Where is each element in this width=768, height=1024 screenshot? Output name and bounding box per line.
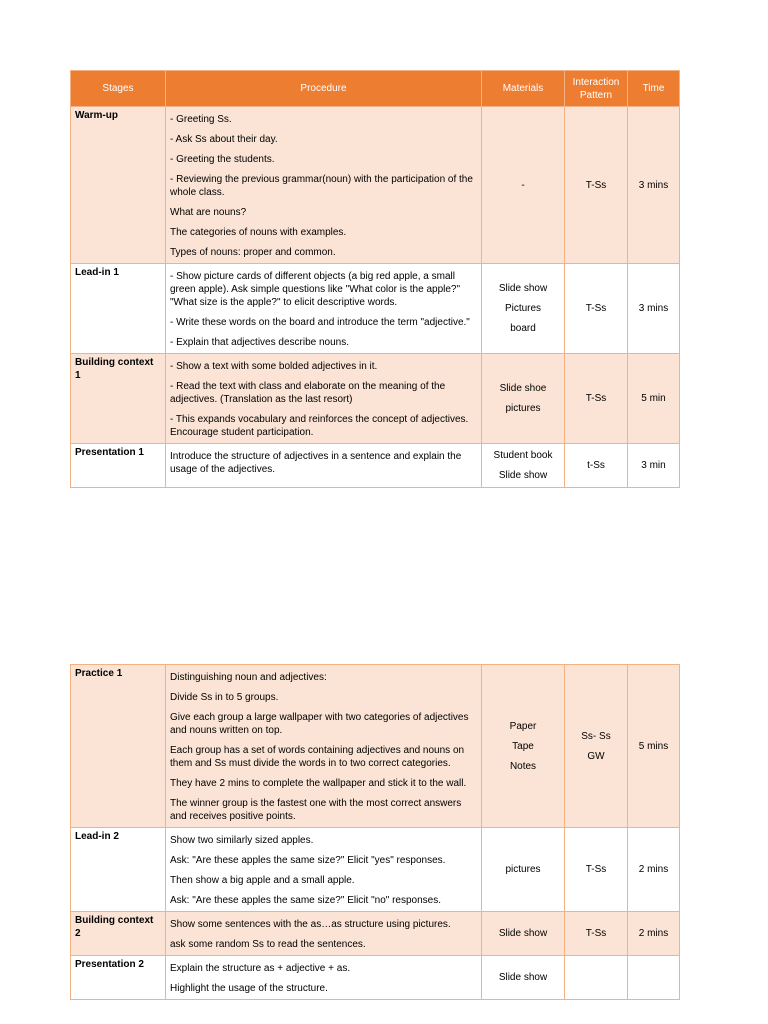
interaction-item: T-Ss <box>585 864 607 875</box>
procedure-line: Show two similarly sized apples. <box>170 835 314 846</box>
materials-cell <box>482 444 565 488</box>
procedure-line: - Write these words on the board and introduce the term "adjective." <box>170 317 470 328</box>
interaction-item: T-Ss <box>585 393 607 404</box>
materials-cell <box>482 828 565 912</box>
materials-item: Paper <box>509 720 537 732</box>
row-lead-in-1 <box>71 264 680 354</box>
stage-cell: Lead-in 2 <box>71 828 166 912</box>
stage-cell: Building context 2 <box>71 912 166 956</box>
procedure-line: - This expands vocabulary and reinforces the concept of adjectives. Encourage student participation. <box>170 414 469 438</box>
procedure-line: The winner group is the fastest one with the most correct answers and receives positive points. <box>170 798 462 822</box>
procedure-line: They have 2 mins to complete the wallpaper and stick it to the wall. <box>170 778 467 789</box>
procedure-line: ask some random Ss to read the sentences. <box>170 939 366 950</box>
interaction-cell <box>565 264 628 354</box>
procedure-line: Highlight the usage of the structure. <box>170 983 328 994</box>
materials-cell <box>482 264 565 354</box>
procedure-line: What are nouns? <box>170 207 247 218</box>
lesson-plan-table-2 <box>70 664 680 1000</box>
materials-item: Notes <box>509 760 537 772</box>
materials-item: Slide show <box>498 928 548 939</box>
procedure-cell <box>166 107 482 264</box>
header-interaction-pattern: Interaction Pattern <box>565 71 628 107</box>
interaction-item: T-Ss <box>585 179 607 191</box>
header-time: Time <box>628 71 680 107</box>
procedure-line: Types of nouns: proper and common. <box>170 247 336 258</box>
procedure-line: Divide Ss in to 5 groups. <box>170 692 279 703</box>
procedure-line: - Show picture cards of different objects (a big red apple, a small green apple). Ask simple questions like "What color is the apple?" "What size is the apple?" to elicit descriptive words. <box>170 271 461 308</box>
materials-item: board <box>510 323 536 334</box>
procedure-line: Give each group a large wallpaper with two categories of adjectives and nouns written on top. <box>170 712 469 736</box>
procedure-cell <box>166 956 482 1000</box>
interaction-cell <box>565 107 628 264</box>
header-materials: Materials <box>482 71 565 107</box>
procedure-line: - Greeting Ss. <box>170 114 232 125</box>
materials-cell <box>482 912 565 956</box>
materials-item: Slide show <box>498 972 548 983</box>
header-procedure: Procedure <box>166 71 482 107</box>
procedure-cell <box>166 444 482 488</box>
time-cell: 5 min <box>628 354 680 444</box>
row-building-context-2 <box>71 912 680 956</box>
procedure-line: - Read the text with class and elaborate on the meaning of the adjectives. (Translation as the last resort) <box>170 381 446 405</box>
interaction-item: Ss- Ss <box>581 730 611 742</box>
interaction-cell <box>565 828 628 912</box>
lesson-plan-table-1 <box>70 70 680 488</box>
row-practice-1 <box>71 665 680 828</box>
time-cell: 3 min <box>628 444 680 488</box>
materials-item: - <box>521 179 525 191</box>
time-cell: 3 mins <box>628 107 680 264</box>
materials-item: Slide show <box>498 283 548 294</box>
row-lead-in-2 <box>71 828 680 912</box>
time-cell: 2 mins <box>628 828 680 912</box>
materials-item: pictures <box>505 403 541 414</box>
procedure-line: - Ask Ss about their day. <box>170 134 278 145</box>
stage-cell: Presentation 1 <box>71 444 166 488</box>
procedure-line: - Reviewing the previous grammar(noun) with the participation of the whole class. <box>170 174 473 198</box>
materials-cell <box>482 956 565 1000</box>
materials-item: Student book <box>493 450 553 461</box>
materials-item: Tape <box>512 740 534 752</box>
procedure-line: Show some sentences with the as…as structure using pictures. <box>170 919 451 930</box>
procedure-line: Explain the structure as + adjective + as. <box>170 963 351 974</box>
procedure-cell <box>166 912 482 956</box>
procedure-line: - Explain that adjectives describe nouns. <box>170 337 349 348</box>
materials-cell <box>482 107 565 264</box>
stage-cell: Building context 1 <box>71 354 166 444</box>
stage-cell: Lead-in 1 <box>71 264 166 354</box>
interaction-cell <box>565 354 628 444</box>
materials-item: Pictures <box>504 303 542 314</box>
procedure-line: Introduce the structure of adjectives in a sentence and explain the usage of the adjectives. <box>170 451 462 475</box>
row-warm-up <box>71 107 680 264</box>
interaction-cell <box>565 912 628 956</box>
interaction-item: t-Ss <box>587 460 605 471</box>
materials-item: Slide show <box>498 470 548 481</box>
materials-item: pictures <box>505 864 541 875</box>
header-stages: Stages <box>71 71 166 107</box>
header-row <box>71 71 680 107</box>
materials-cell <box>482 665 565 828</box>
procedure-cell <box>166 354 482 444</box>
time-cell: 3 mins <box>628 264 680 354</box>
procedure-line: Distinguishing noun and adjectives: <box>170 672 327 683</box>
procedure-cell <box>166 264 482 354</box>
procedure-line: Ask: "Are these apples the same size?" Elicit "no" responses. <box>170 895 441 906</box>
procedure-line: The categories of nouns with examples. <box>170 227 347 238</box>
stage-cell: Warm-up <box>71 107 166 264</box>
row-building-context-1 <box>71 354 680 444</box>
interaction-cell <box>565 665 628 828</box>
materials-item: Slide shoe <box>499 383 547 394</box>
stage-cell: Presentation 2 <box>71 956 166 1000</box>
time-cell <box>628 956 680 1000</box>
interaction-cell <box>565 956 628 1000</box>
interaction-item: T-Ss <box>585 303 607 314</box>
time-cell: 5 mins <box>628 665 680 828</box>
interaction-item: GW <box>587 750 605 762</box>
materials-cell <box>482 354 565 444</box>
procedure-line: Ask: "Are these apples the same size?" Elicit "yes" responses. <box>170 855 446 866</box>
row-presentation-1 <box>71 444 680 488</box>
procedure-cell <box>166 665 482 828</box>
interaction-cell <box>565 444 628 488</box>
interaction-item: T-Ss <box>585 928 607 939</box>
procedure-line: Each group has a set of words containing adjectives and nouns on them and Ss must divide the words in to two correct categories. <box>170 745 465 769</box>
stage-cell: Practice 1 <box>71 665 166 828</box>
procedure-line: - Greeting the students. <box>170 154 275 165</box>
procedure-line: - Show a text with some bolded adjectives in it. <box>170 361 378 372</box>
procedure-cell <box>166 828 482 912</box>
row-presentation-2 <box>71 956 680 1000</box>
time-cell: 2 mins <box>628 912 680 956</box>
procedure-line: Then show a big apple and a small apple. <box>170 875 355 886</box>
